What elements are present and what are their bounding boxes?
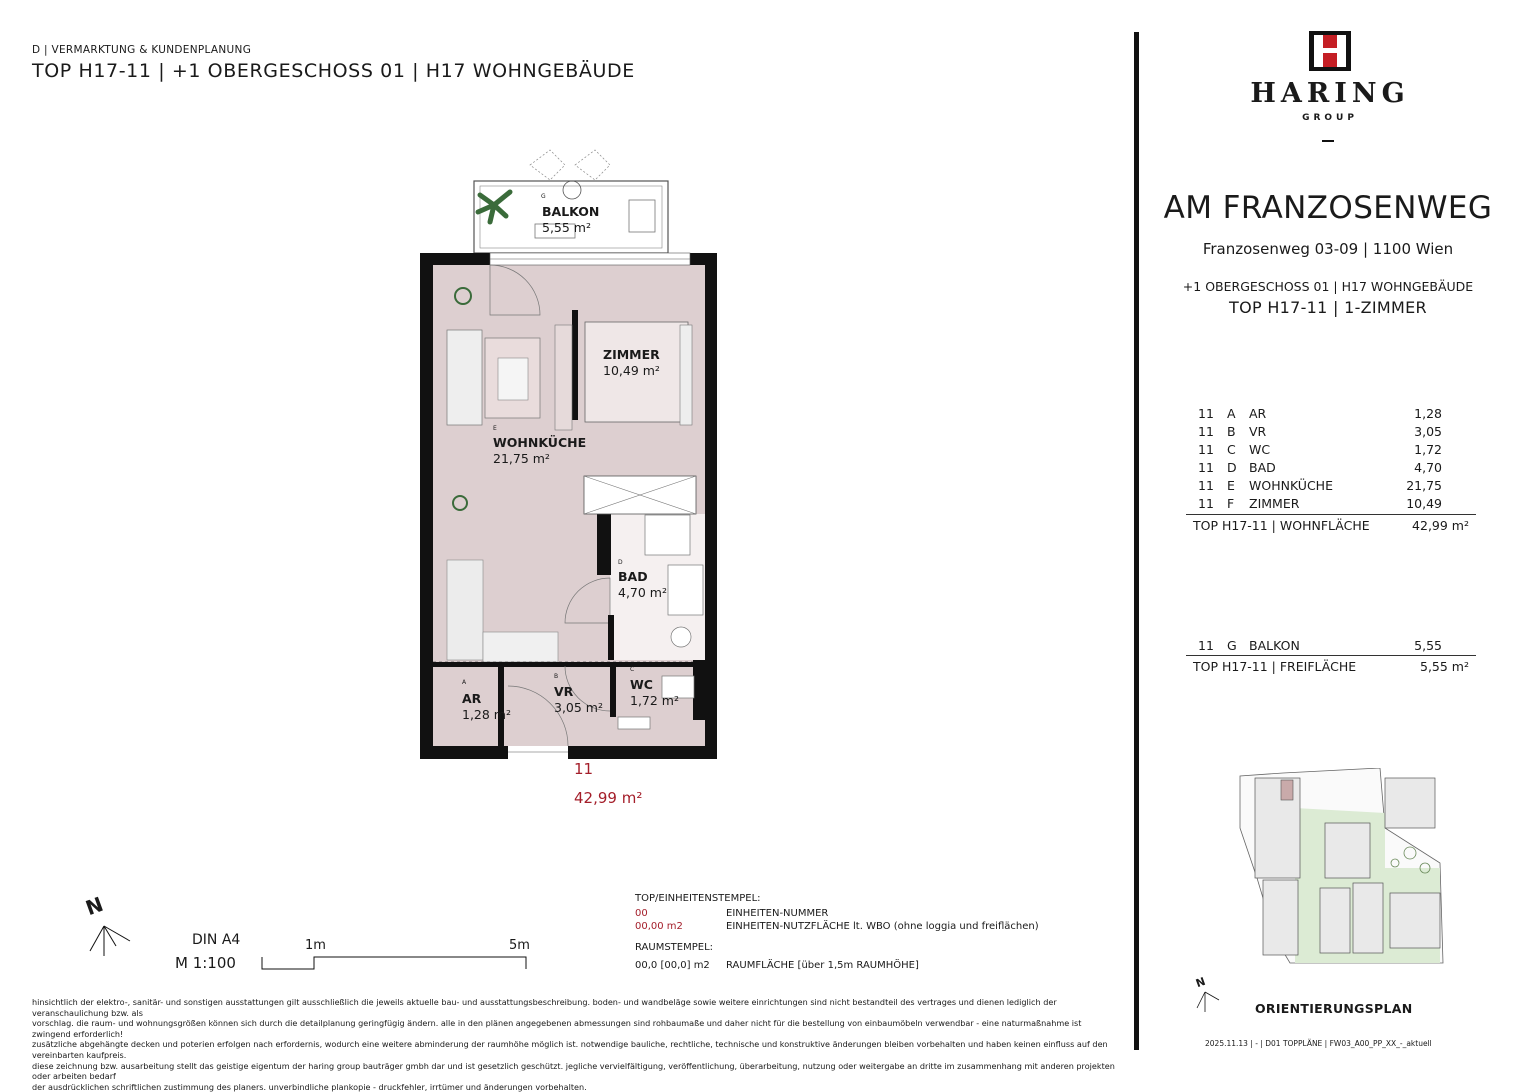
room-name: WC <box>630 677 653 692</box>
room-name: VR <box>554 684 574 699</box>
area-name: ZIMMER <box>1249 496 1300 511</box>
area-code: A <box>1227 406 1236 421</box>
area-unit: 11 <box>1198 406 1214 421</box>
room-area: 4,70 m² <box>618 585 667 600</box>
room-code: E <box>493 425 497 432</box>
room-area: 3,05 m² <box>554 700 603 715</box>
outdoor-total-value: 5,55 m² <box>1420 659 1469 674</box>
unit-area: 42,99 m² <box>574 789 643 807</box>
room-area: 5,55 m² <box>542 220 591 235</box>
scale-ratio: M 1:100 <box>175 954 236 972</box>
logo-dash <box>1322 140 1334 142</box>
orientation-north-label: N <box>1194 974 1208 991</box>
area-row <box>1198 406 1470 424</box>
outdoor-total-label: TOP H17-11 | FREIFLÄCHE <box>1193 659 1357 674</box>
area-code: F <box>1227 496 1235 511</box>
area-name: WOHNKÜCHE <box>1249 478 1333 493</box>
area-value: 21,75 <box>1406 478 1442 493</box>
paper-size: DIN A4 <box>192 932 241 948</box>
room-zimmer <box>603 347 660 379</box>
area-row <box>1198 442 1470 460</box>
project-floor: +1 OBERGESCHOSS 01 | H17 WOHNGEBÄUDE <box>1182 279 1474 294</box>
room-code: A <box>462 679 467 686</box>
legend-title-room: RAUMSTEMPEL: <box>635 942 714 953</box>
table-rule <box>1186 655 1476 656</box>
room-name: ZIMMER <box>603 347 660 362</box>
legend-area-sample: 00,00 m2 <box>635 921 683 932</box>
legend-area-label: EINHEITEN-NUTZFLÄCHE lt. WBO (ohne loggia und freiflächen) <box>726 921 1039 932</box>
room-ar <box>462 691 511 723</box>
disclaimer-line: diese zeichnung bzw. ausarbeitung stellt das geistige eigentum der haring group bauträger gmbh dar und ist gesetzlich geschützt. jegliche vervielfältigung, veröffentlichung, überarbeitung, nutzung oder weitergabe an dritte im zusammenhang mit anderen projekten oder arbeiten bedarf <box>32 1060 1115 1082</box>
area-name: VR <box>1249 424 1267 439</box>
department-label: D | VERMARKTUNG & KUNDENPLANUNG <box>32 44 252 56</box>
legend-title-unit: TOP/EINHEITENSTEMPEL: <box>635 893 761 904</box>
area-name: WC <box>1249 442 1271 457</box>
area-row <box>1198 496 1470 514</box>
disclaimer-line: hinsichtlich der elektro-, sanitär- und sonstigen ausstattungen gilt ausschließlich die jeweils aktuelle bau- und ausstattungsbeschreibung. boden- und wandbeläge sowie weitere einrichtungen sind nicht bestandteil des vertrages und dienen lediglich der veranschaulichung bzw. als <box>32 997 1057 1018</box>
disclaimer <box>32 997 1122 1092</box>
area-unit: 11 <box>1198 442 1214 457</box>
room-area: 1,72 m² <box>630 693 679 708</box>
orientation-plan <box>1235 768 1450 968</box>
page-title: TOP H17-11 | +1 OBERGESCHOSS 01 | H17 WOHNGEBÄUDE <box>32 60 635 82</box>
area-value: 5,55 <box>1414 638 1442 653</box>
disclaimer-line: vorschlag. die raum- und wohnungsgrößen können sich durch die detailplanung geringfügig ändern. alle in den plänen angegebenen abmessungen sind rohbaumaße und daher nicht für die bestellung von einbaumöbeln verwendbar - eine naturmaßnahme ist zwingend erforderlich! <box>32 1018 1082 1039</box>
area-code: D <box>1227 460 1237 475</box>
project-address: Franzosenweg 03-09 | 1100 Wien <box>1202 240 1454 258</box>
room-wohnkueche <box>493 435 586 467</box>
logo-name: HARING <box>1250 78 1410 109</box>
area-unit: 11 <box>1198 478 1214 493</box>
area-unit: 11 <box>1198 424 1214 439</box>
scale-bar <box>260 955 530 973</box>
room-code: G <box>541 193 546 200</box>
living-total-label: TOP H17-11 | WOHNFLÄCHE <box>1193 518 1370 533</box>
area-code: E <box>1227 478 1235 493</box>
room-wc <box>630 677 679 709</box>
area-value: 4,70 <box>1414 460 1442 475</box>
disclaimer-line: der ausdrücklichen schriftlichen zustimmung des planers. unverbindliche plankopie - druckfehler, irrtümer und änderungen vorbehalten. <box>32 1081 587 1092</box>
room-area: 1,28 m² <box>462 707 511 722</box>
room-vr <box>554 684 603 716</box>
area-code: G <box>1227 638 1237 653</box>
project-top: TOP H17-11 | 1-ZIMMER <box>1229 298 1427 317</box>
divider <box>1134 32 1139 1050</box>
legend-num-label: EINHEITEN-NUMMER <box>726 908 829 919</box>
area-code: B <box>1227 424 1236 439</box>
footer-code: 2025.11.13 | - | D01 TOPPLÄNE | FW03_A00_PP_XX_-_aktuell <box>1205 1039 1432 1048</box>
area-unit: 11 <box>1198 460 1214 475</box>
area-row <box>1198 424 1470 442</box>
unit-number: 11 <box>574 760 594 778</box>
orientation-label: ORIENTIERUNGSPLAN <box>1255 1001 1413 1016</box>
area-value: 10,49 <box>1406 496 1442 511</box>
room-area: 21,75 m² <box>493 451 550 466</box>
legend-room-sample: 00,0 [00,0] m2 <box>635 960 710 971</box>
area-value: 3,05 <box>1414 424 1442 439</box>
area-unit: 11 <box>1198 496 1214 511</box>
room-area: 10,49 m² <box>603 363 660 378</box>
scale-tick-5m: 5m <box>509 938 530 953</box>
north-label: N <box>82 891 107 921</box>
room-name: BAD <box>618 569 648 584</box>
room-bad <box>618 569 667 601</box>
scale-tick-1m: 1m <box>305 938 326 953</box>
area-row <box>1198 478 1470 496</box>
room-name: AR <box>462 691 482 706</box>
table-rule <box>1186 514 1476 515</box>
area-name: BALKON <box>1249 638 1300 653</box>
room-code: B <box>554 673 559 680</box>
room-code: C <box>630 666 635 673</box>
room-name: BALKON <box>542 204 600 219</box>
area-value: 1,72 <box>1414 442 1442 457</box>
living-total-value: 42,99 m² <box>1412 518 1469 533</box>
disclaimer-line: zusätzliche abgehängte decken und poterien erfolgen nach erfordernis, wodurch eine weitere abminderung der raumhöhe möglich ist. notwendige bauliche, rechtliche, technische und konstruktive änderungen bleiben vorbehalten und haben keinen einfluss auf den vereinbarten kaufpreis. <box>32 1039 1108 1060</box>
legend-room-label: RAUMFLÄCHE [über 1,5m RAUMHÖHE] <box>726 960 919 971</box>
room-code: D <box>618 559 623 566</box>
area-name: BAD <box>1249 460 1276 475</box>
area-value: 1,28 <box>1414 406 1442 421</box>
room-balkon <box>542 204 599 236</box>
legend-num-sample: 00 <box>635 908 648 919</box>
area-name: AR <box>1249 406 1267 421</box>
area-row <box>1198 460 1470 478</box>
outdoor-row <box>1198 638 1470 656</box>
project-name: AM FRANZOSENWEG <box>1163 190 1493 226</box>
balcony <box>474 150 668 253</box>
area-unit: 11 <box>1198 638 1214 653</box>
logo-sub: GROUP <box>1302 113 1358 123</box>
haring-logo-icon <box>1309 31 1351 71</box>
room-name: WOHNKÜCHE <box>493 435 587 450</box>
area-code: C <box>1227 442 1236 457</box>
